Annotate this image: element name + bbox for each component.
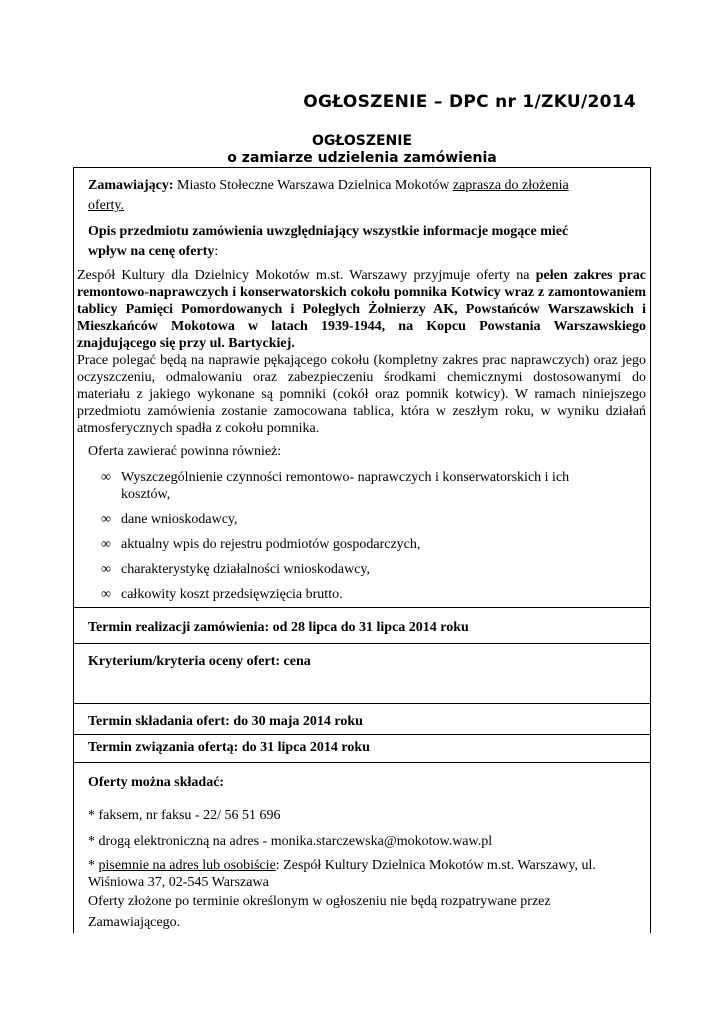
binding-period: Termin związania ofertą: do 31 lipca 2014 roku — [88, 740, 370, 755]
subtitle-line-1: OGŁOSZENIE — [311, 133, 413, 149]
heading-colon: : — [214, 244, 219, 259]
submission-deadline: Termin składania ofert: do 30 maja 2014 roku — [88, 714, 363, 729]
subtitle-line-2: o zamiarze udzielenia zamówienia — [227, 150, 497, 166]
document-title: OGŁOSZENIE – DPC nr 1/ZKU/2014 — [303, 92, 636, 112]
description-intro: Zespół Kultury dla Dzielnicy Mokotów m.st. Warszawy przyjmuje oferty na — [77, 268, 536, 283]
late-offers-line-1: Oferty złożone po terminie określonym w ogłoszeniu nie będą rozpatrywane przez — [88, 894, 551, 909]
list-item: charakterystykę działalności wnioskodawcy, — [121, 562, 371, 577]
description-scope: pełen zakres prac remontowo-naprawczych i konserwatorskich cokołu pomnika Kotwicy wraz z zamontowaniem tablicy Pamięci Pomordowanych i Poległych Żołnierzy AK, Powstańców Warszawskich i Mieszkańców Mokotowa w latach 1939-1944, na Kopcu Powstania Warszawskiego znajdującego się przy ul. Bartyckiej. — [77, 268, 646, 351]
infinity-bullet-icon: ∞ — [101, 470, 111, 485]
infinity-bullet-icon: ∞ — [101, 562, 111, 577]
invitation-link-1: zaprasza do złożenia — [452, 178, 569, 193]
table-divider — [73, 734, 651, 735]
contracting-label: Zamawiający: — [88, 178, 174, 193]
table-divider — [73, 762, 651, 763]
submission-methods-heading: Oferty można składać: — [88, 775, 225, 790]
description-paragraph-2: Prace polegać będą na naprawie pękającego cokołu (kompletny zakres prac naprawczych) oraz jego oczyszczeniu, odmalowaniu oraz zabezpieczeniu środkami chemicznymi dostosowanymi do materiału z jakiego wykonane są pomniki (cokół oraz pomnik kotwicy). W ramach niniejszego przedmiotu zamówienia zostanie zamocowana tablica, która w zeszłym roku, w wyniku działań atmosferycznych spadła z cokołu pomnika. — [77, 353, 646, 436]
evaluation-criteria: Kryterium/kryteria oceny ofert: cena — [88, 654, 311, 669]
description-heading-line-2: wpływ na cenę oferty — [88, 244, 215, 259]
table-divider — [73, 703, 651, 704]
postal-address: : Zespół Kultury Dzielnica Mokotów m.st. Warszawy, ul. — [275, 858, 596, 873]
fax-line: * faksem, nr faksu - 22/ 56 51 696 — [88, 808, 281, 823]
infinity-bullet-icon: ∞ — [101, 587, 111, 602]
asterisk: * — [88, 858, 99, 873]
infinity-bullet-icon: ∞ — [101, 512, 111, 527]
invitation-link-2: oferty. — [88, 198, 125, 213]
table-divider — [73, 643, 651, 644]
postal-link: pisemnie na adres lub osobiście — [98, 858, 276, 873]
postal-submission — [88, 857, 648, 931]
offer-requirements-intro: Oferta zawierać powinna również: — [88, 444, 282, 459]
email-line — [88, 833, 643, 850]
table-divider — [73, 607, 651, 608]
contracting-text: Miasto Stołeczne Warszawa Dzielnica Mokotów — [173, 178, 453, 193]
late-offers-line-2: Zamawiającego. — [88, 915, 181, 930]
contracting-authority — [88, 177, 628, 214]
email-prefix: * drogą elektroniczną na adres - — [88, 834, 271, 849]
infinity-bullet-icon: ∞ — [101, 537, 111, 552]
email-address[interactable]: monika.starczewska@mokotow.waw.pl — [270, 834, 493, 849]
postal-address-line-2: Wiśniowa 37, 02-545 Warszawa — [88, 875, 269, 890]
completion-deadline: Termin realizacji zamówienia: od 28 lipca do 31 lipca 2014 roku — [88, 620, 469, 635]
description-paragraph-1 — [77, 267, 646, 352]
list-item: Wyszczególnienie czynności remontowo- naprawczych i konserwatorskich i ich kosztów, — [121, 470, 570, 502]
list-item: dane wnioskodawcy, — [121, 512, 238, 527]
description-heading — [88, 223, 628, 260]
list-item: całkowity koszt przedsięwzięcia brutto. — [121, 587, 343, 602]
announcement-subtitle — [0, 133, 724, 167]
list-item: aktualny wpis do rejestru podmiotów gospodarczych, — [121, 537, 421, 552]
description-heading-line-1: Opis przedmiotu zamówienia uwzględniający wszystkie informacje mogące mieć — [88, 224, 569, 239]
